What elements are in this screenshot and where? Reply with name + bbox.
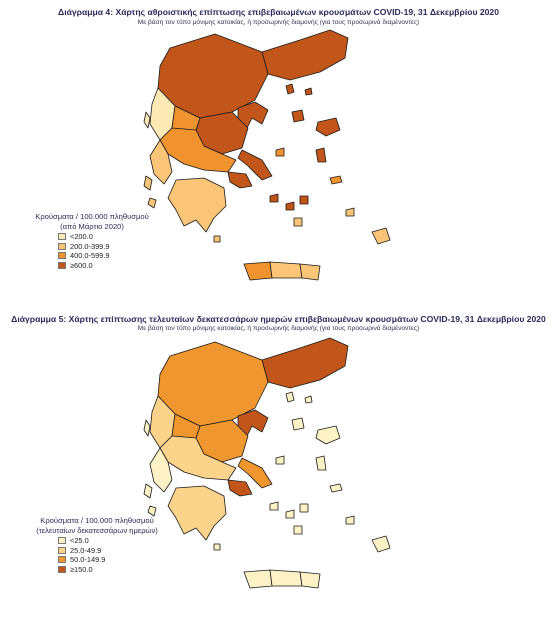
region-cyclades-1 xyxy=(270,194,278,202)
region-cyclades-2 xyxy=(286,510,294,518)
legend-label: <200.0 xyxy=(70,232,93,242)
map2-legend-item xyxy=(58,555,172,565)
region-peloponnese xyxy=(168,486,226,540)
region-chios xyxy=(316,148,326,162)
region-cyclades-3 xyxy=(300,196,308,204)
region-kythira xyxy=(214,544,220,550)
map1-subtitle: Με βάση τον τόπο μόνιμης κατοικίας, ή προσωρινής διαμονής (για τους προσωρινά διαμένοντες) xyxy=(137,19,420,26)
14-day-incidence-map-panel xyxy=(0,308,557,620)
legend-label: 200.0-399.9 xyxy=(70,241,110,251)
legend-swatch xyxy=(58,233,66,240)
region-rhodes xyxy=(372,228,390,244)
region-cyclades-4 xyxy=(294,526,302,534)
region-kythira xyxy=(214,236,220,242)
region-crete-central xyxy=(270,570,302,586)
region-peloponnese xyxy=(168,178,226,232)
legend-label: 50.0-149.9 xyxy=(70,555,106,565)
region-samothrace xyxy=(305,396,312,403)
map1-legend-item xyxy=(58,232,162,242)
legend-label: ≥150.0 xyxy=(70,564,93,574)
region-lemnos xyxy=(292,418,304,430)
legend-label: 25.0-49.9 xyxy=(70,545,102,555)
region-crete-east xyxy=(300,572,320,588)
region-kefalonia xyxy=(144,176,152,190)
map1-title: Διάγραμμα 4: Χάρτης αθροιστικής επίπτωσης επιβεβαιωμένων κρουσμάτων COVID-19, 31 Δεκεμβρίου 2020 xyxy=(58,7,499,17)
region-dodecanese-1 xyxy=(346,516,354,524)
legend-swatch xyxy=(58,537,66,544)
region-zakynthos xyxy=(148,198,156,208)
map2-legend-item xyxy=(58,565,172,575)
region-skyros xyxy=(276,456,284,464)
map1-legend-title: Κρούσματα / 100.000 πληθυσμού xyxy=(35,212,149,221)
map1-legend-item xyxy=(58,242,162,252)
legend-swatch xyxy=(58,252,66,259)
map2-legend-item xyxy=(58,546,172,556)
legend-swatch xyxy=(58,547,66,554)
region-corfu xyxy=(144,420,150,436)
region-thrace xyxy=(262,30,348,80)
region-corfu xyxy=(144,112,150,128)
region-crete-east xyxy=(300,264,320,280)
region-dodecanese-1 xyxy=(346,208,354,216)
region-samos xyxy=(330,176,342,184)
legend-label: ≥600.0 xyxy=(70,260,93,270)
region-cyclades-4 xyxy=(294,218,302,226)
map1-legend-item xyxy=(58,251,162,261)
legend-label: 400.0-599.9 xyxy=(70,251,110,261)
region-crete-west xyxy=(244,570,272,588)
region-attica xyxy=(228,172,252,188)
region-skyros xyxy=(276,148,284,156)
region-samothrace xyxy=(305,88,312,95)
region-thasos xyxy=(286,84,294,94)
region-rhodes xyxy=(372,536,390,552)
map2-legend-subtitle: (τελευταίων δεκατεσσάρων ημερών) xyxy=(36,526,158,535)
region-attica xyxy=(228,480,252,496)
legend-swatch xyxy=(58,566,66,573)
legend-swatch xyxy=(58,556,66,563)
map1-legend-item xyxy=(58,261,162,271)
region-chios xyxy=(316,456,326,470)
legend-swatch xyxy=(58,243,66,250)
legend-label: <25.0 xyxy=(70,536,89,546)
region-lesvos xyxy=(316,426,340,444)
map2-subtitle: Με βάση τον τόπο μόνιμης κατοικίας, ή προσωρινής διαμονής (για τους προσωρινά διαμένοντες) xyxy=(137,325,420,332)
region-thasos xyxy=(286,392,294,402)
region-samos xyxy=(330,484,342,492)
map2-legend xyxy=(22,516,172,574)
map1-legend-subtitle: (από Μάρτιο 2020) xyxy=(60,222,124,231)
map2-legend-title: Κρούσματα / 100.000 πληθυσμού xyxy=(40,516,154,525)
map2-title: Διάγραμμα 5: Χάρτης επίπτωσης τελευταίων δεκατεσσάρων ημερών επιβεβαιωμένων κρουσμάτων COVID-19, 31 Δεκεμβρίου 2020 xyxy=(11,314,546,324)
region-zakynthos xyxy=(148,506,156,516)
region-thrace xyxy=(262,338,348,388)
region-crete-central xyxy=(270,262,302,278)
region-kefalonia xyxy=(144,484,152,498)
region-crete-west xyxy=(244,262,272,280)
region-cyclades-1 xyxy=(270,502,278,510)
map1-legend xyxy=(22,212,162,270)
region-cyclades-2 xyxy=(286,202,294,210)
region-lesvos xyxy=(316,118,340,136)
region-cyclades-3 xyxy=(300,504,308,512)
map2-legend-item xyxy=(58,536,172,546)
cumulative-incidence-map-panel xyxy=(0,0,557,305)
legend-swatch xyxy=(58,262,66,269)
region-lemnos xyxy=(292,110,304,122)
